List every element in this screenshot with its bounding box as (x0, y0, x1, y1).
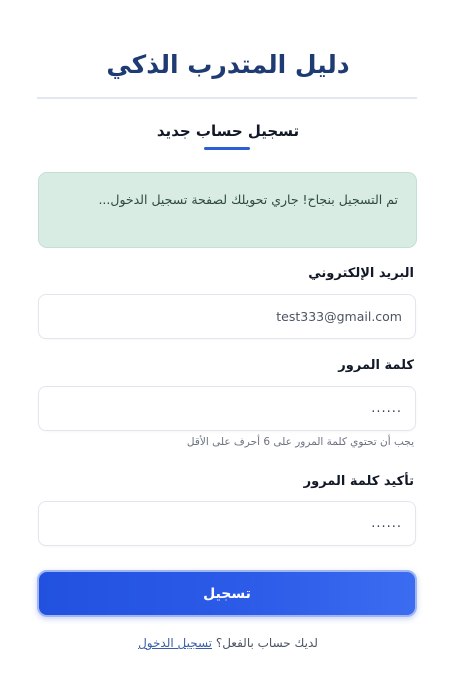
password-field[interactable] (38, 386, 416, 431)
login-prompt (0, 636, 456, 650)
tab-register[interactable]: تسجيل حساب جديد (156, 122, 300, 140)
app-title: دليل المتدرب الذكي (106, 50, 350, 79)
register-button[interactable]: تسجيل (37, 570, 417, 617)
login-link[interactable]: تسجيل الدخول (138, 636, 213, 650)
tab-active-indicator (204, 147, 250, 150)
password-hint: يجب أن تحتوي كلمة المرور على 6 أحرف على الأقل (186, 436, 414, 448)
title-divider (37, 97, 417, 99)
password-label: كلمة المرور (338, 358, 414, 373)
confirm-password-label: تأكيد كلمة المرور (303, 474, 414, 489)
login-question: لديك حساب بالفعل؟ (215, 636, 318, 650)
email-field[interactable] (38, 294, 416, 339)
confirm-password-field[interactable] (38, 501, 416, 546)
email-label: البريد الإلكتروني (308, 266, 414, 281)
success-alert: تم التسجيل بنجاح! جاري تحويلك لصفحة تسجيل الدخول... (38, 172, 417, 248)
